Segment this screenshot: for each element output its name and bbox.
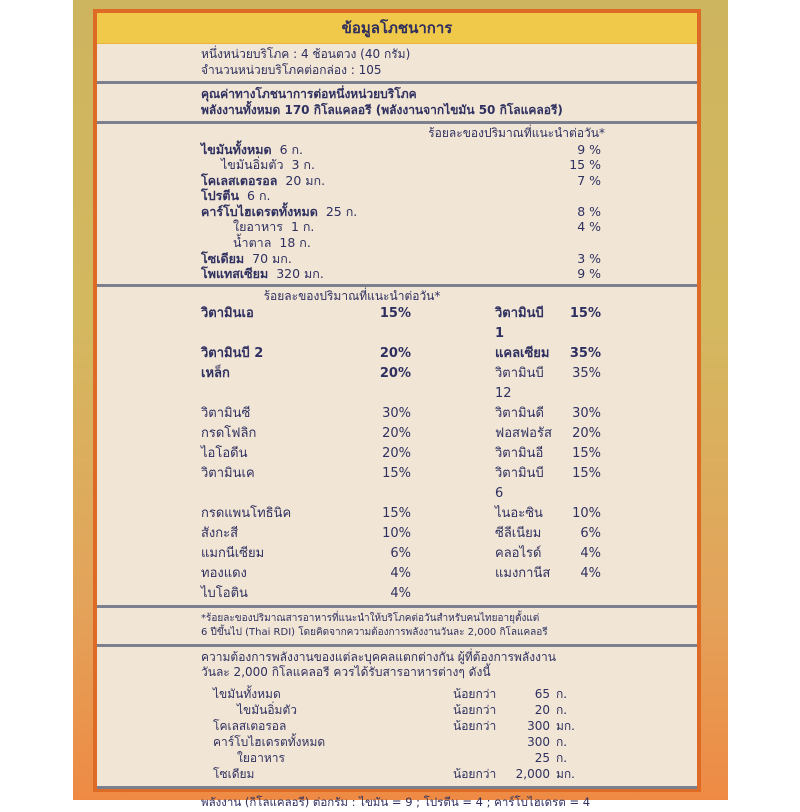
serving-section [97,44,697,84]
nutrient-percent: 8 % [577,203,601,219]
nutrition-title: ข้อมูลโภชนาการ [97,13,697,44]
vitamin-name: ซีลีเนียม [495,526,542,542]
nutrient-name: ใยอาหาร [233,219,283,235]
vitamin-percent: 10% [572,506,601,522]
vitamin-percent: 30% [572,406,601,422]
vitamin-percent: 15% [572,446,601,462]
requirement-name: ไขมันอิ่มตัว [237,703,297,718]
vitamin-percent: 4% [390,566,411,582]
nutrient-amount: 18 ก. [279,235,311,251]
vitamin-name: วิตามินบี 6 [495,466,544,502]
nutrient-row [201,142,697,158]
nutrient-name: คาร์โบไฮเดรตทั้งหมด [201,203,318,219]
nutrient-name: โปรตีน [201,188,240,204]
vitamin-percent: 10% [382,526,411,542]
footnote-line-1: *ร้อยละของปริมาณสารอาหารที่แนะนำให้บริโภคต่อวันสำหรับคนไทยอายุตั้งแต่ [201,613,540,625]
vitamin-percent: 20% [382,426,411,442]
vitamin-percent: 30% [382,406,411,422]
vitamin-name: กรดโฟลิก [201,426,257,442]
requirement-name: ไขมันทั้งหมด [213,687,281,702]
vitamin-name: วิตามินอี [495,446,544,462]
requirement-amount: 300 [527,719,550,734]
vitamin-percent: 20% [572,426,601,442]
vitamin-percent: 6% [390,546,411,562]
nutrient-percent: 4 % [577,219,601,235]
nutrient-name: น้ำตาล [233,235,272,251]
requirement-amount: 65 [534,687,550,702]
nutrient-amount: 1 ก. [290,219,315,235]
vitamin-percent [551,584,601,604]
nutrient-amount: 70 มก. [252,250,292,266]
requirement-amount: 2,000 [515,767,550,782]
nutrient-row [201,204,697,220]
nutrient-amount: 6 ก. [279,141,304,157]
vitamin-name: วิตามินบี 12 [495,366,544,402]
servings-per-container: จำนวนหน่วยบริโภคต่อกล่อง : 105 [201,62,382,77]
serving-size: หนึ่งหน่วยบริโภค : 4 ช้อนตวง (40 กรัม) [201,47,411,61]
nutrient-name: โซเดียม [201,250,245,266]
nutrient-name: ไขมันทั้งหมด [201,141,272,157]
nutrient-amount: 320 มก. [276,266,324,282]
requirement-qualifier: น้อยกว่า [453,703,497,718]
requirements-grid [201,686,697,782]
requirement-amount: 300 [527,735,550,750]
requirement-qualifier [453,750,508,766]
nutrient-row [201,173,697,189]
requirement-name: คาร์โบไฮเดรตทั้งหมด [213,735,326,750]
vitamin-percent: 15% [572,466,601,482]
nutrition-facts-panel [93,9,701,810]
vitamin-grid [97,304,697,604]
vitamin-name [411,584,551,604]
nutrient-percent: 9 % [577,266,601,282]
nutrient-percent: 7 % [577,172,601,188]
vitamin-name: เหล็ก [201,366,230,382]
total-energy: พลังงานทั้งหมด 170 กิโลแคลอรี (พลังงานจากไขมัน 50 กิโลแคลอรี) [201,102,563,117]
requirement-qualifier: น้อยกว่า [453,767,497,782]
vitamin-percent: 15% [382,466,411,482]
requirement-qualifier: น้อยกว่า [453,719,497,734]
nutrient-name: โพแทสเซียม [201,266,269,282]
vitamin-percent: 15% [382,506,411,522]
vitamin-name: วิตามินบี 1 [495,306,544,342]
vitamin-name: วิตามินดี [495,406,544,422]
nutrients-section [97,124,697,287]
vitamin-percent: 15% [379,306,411,322]
requirement-unit: ก. [556,687,568,702]
vitamin-percent: 35% [569,346,601,362]
nutrient-percent: 3 % [577,250,601,266]
requirement-unit: ก. [556,751,568,766]
footnote [97,608,697,647]
nutrient-row [201,188,697,204]
vitamin-percent: 20% [382,446,411,462]
requirement-qualifier: น้อยกว่า [453,687,497,702]
nutrient-percent: 9 % [577,141,601,157]
nutrient-row [201,219,697,235]
requirements-intro-2: วันละ 2,000 กิโลแคลอรี ควรได้รับสารอาหารต่างๆ ดังนี้ [201,665,491,680]
requirements-intro-1: ความต้องการพลังงานของแต่ละบุคคลแตกต่างกัน ผู้ที่ต้องการพลังงาน [201,650,556,665]
vitamin-name: วิตามินบี 2 [201,346,264,362]
vitamin-name: ไนอะซิน [495,506,543,522]
nutrient-row [201,266,697,282]
nutrient-name: โคเลสเตอรอล [201,172,278,188]
vitamin-name: แมงกานีส [495,566,551,582]
vitamin-percent: 35% [572,366,601,382]
daily-requirements-section [97,647,697,789]
energy-per-gram: พลังงาน (กิโลแคลอรี) ต่อกรัม : ไขมัน = 9 ; โปรตีน = 4 ; คาร์โบไฮเดรต = 4 [201,795,591,810]
requirement-unit: ก. [556,735,568,750]
vitamin-percent: 15% [569,306,601,322]
vitamins-heading: ร้อยละของปริมาณที่แนะนำต่อวัน* [263,288,441,303]
requirement-amount: 25 [534,751,550,766]
vitamin-name: ไอโอดีน [201,446,248,462]
nutrient-name: ไขมันอิ่มตัว [221,157,284,173]
vitamins-section [97,287,697,609]
vitamin-name: สังกะสี [201,526,239,542]
nutrient-row [201,251,697,267]
vitamin-name: กรดแพนโทธินิค [201,506,292,522]
vitamin-name: ไบโอติน [201,586,248,602]
nutrient-amount: 6 ก. [247,188,271,204]
requirement-name: โคเลสเตอรอล [213,719,287,734]
nutrient-list [201,142,697,282]
nutrient-row [201,157,697,173]
rdi-heading: ร้อยละของปริมาณที่แนะนำต่อวัน* [428,126,605,140]
requirement-name: ใยอาหาร [237,751,285,766]
vitamin-name: วิตามินซี [201,406,251,422]
nutrient-amount: 3 ก. [291,157,315,173]
nutrition-value-section [97,84,697,124]
vitamin-percent: 20% [379,346,411,362]
vitamin-percent: 20% [379,366,411,382]
requirement-name: โซเดียม [213,767,255,782]
requirement-qualifier [453,734,508,750]
vitamin-percent: 4% [390,586,411,602]
vitamin-name: แมกนีเซียม [201,546,265,562]
nutrition-value-heading: คุณค่าทางโภชนาการต่อหนึ่งหน่วยบริโภค [201,87,417,101]
nutrient-amount: 20 มก. [285,172,326,188]
vitamin-percent: 4% [580,546,601,562]
requirement-unit: ก. [556,703,568,718]
footnote-line-2: 6 ปีขึ้นไป (Thai RDI) โดยคิดจากความต้องการพลังงานวันละ 2,000 กิโลแคลอรี [201,627,548,639]
requirement-amount: 20 [534,703,550,718]
nutrient-percent: 15 % [569,157,601,173]
vitamin-percent: 4% [580,566,601,582]
nutrient-amount: 25 ก. [325,203,358,219]
vitamin-name: คลอไรด์ [495,546,542,562]
vitamin-name: ฟอสฟอรัส [495,426,552,442]
vitamin-name: วิตามินเอ [201,306,254,322]
requirement-unit: มก. [556,767,575,782]
vitamin-percent: 6% [580,526,601,542]
nutrient-row [201,235,697,251]
vitamin-name: ทองแดง [201,566,247,582]
vitamin-name: วิตามินเค [201,466,255,482]
requirement-unit: มก. [556,719,575,734]
vitamin-name: แคลเซียม [495,346,550,362]
